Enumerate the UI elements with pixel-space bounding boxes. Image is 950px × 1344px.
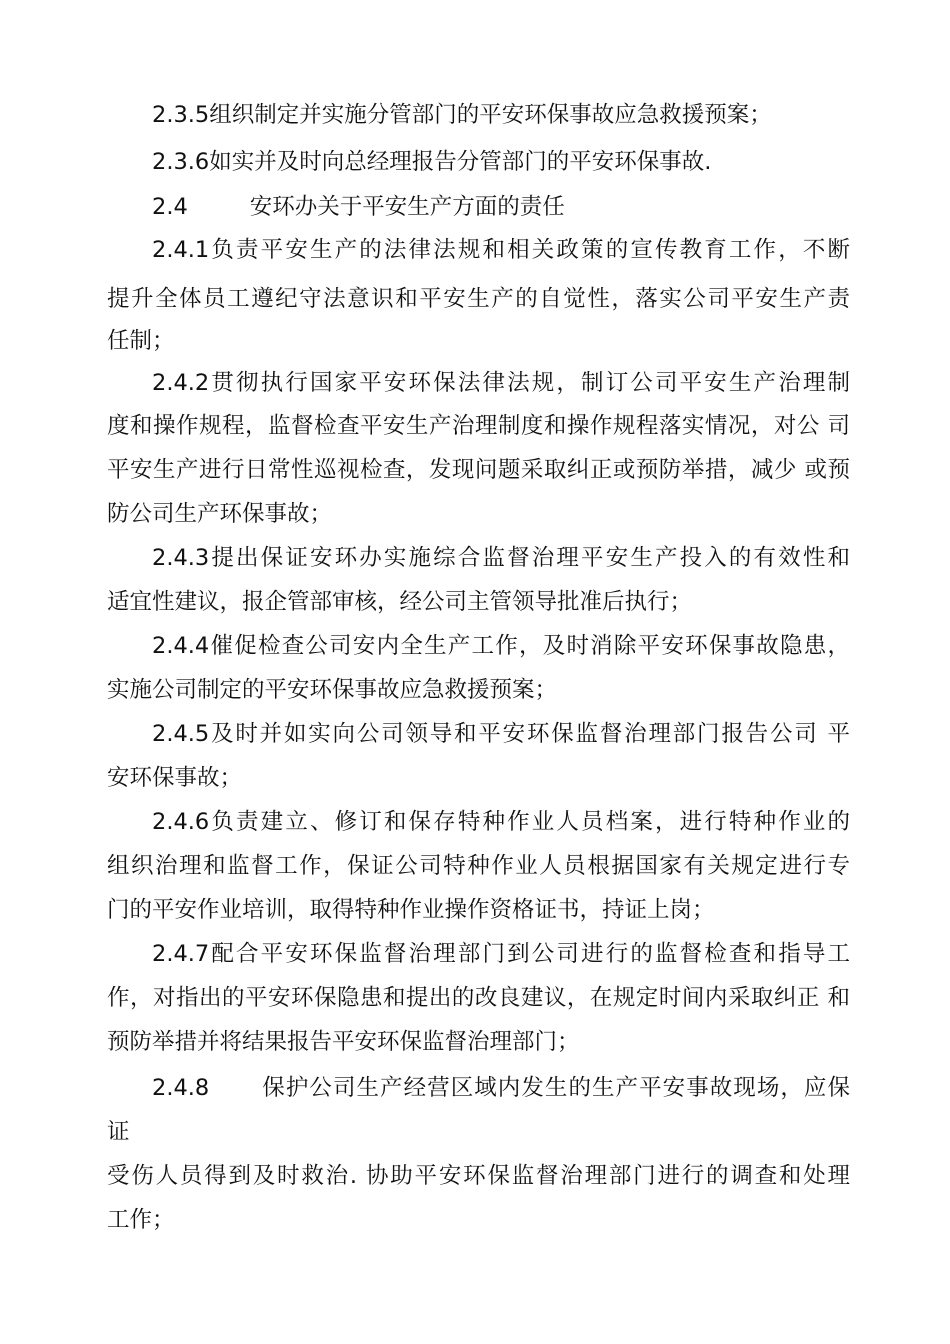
paragraph-line: 适宜性建议，报企管部审核，经公司主管领导批准后执行； bbox=[107, 589, 693, 615]
section-number: 2.4.1 bbox=[152, 237, 210, 263]
paragraph-2-4-6 bbox=[152, 807, 850, 837]
section-heading-2-4 bbox=[152, 192, 565, 222]
paragraph-line: 实施公司制定的平安环保事故应急救援预案； bbox=[107, 677, 558, 703]
paragraph-2-4-1 bbox=[152, 235, 850, 265]
section-number: 2.4.6 bbox=[152, 809, 210, 835]
section-number: 2.4.3 bbox=[152, 545, 210, 571]
paragraph-line: 任制； bbox=[107, 328, 175, 354]
paragraph-text: 负责平安生产的法律法规和相关政策的宣传教育工作，不断 bbox=[209, 237, 850, 263]
paragraph-2-3-5 bbox=[152, 100, 772, 130]
paragraph-line: 提升全体员工遵纪守法意识和平安生产的自觉性，落实公司平安生产责 bbox=[107, 286, 850, 312]
paragraph-2-4-4 bbox=[152, 631, 850, 661]
section-number: 2.4.7 bbox=[152, 941, 210, 967]
section-title: 安环办关于平安生产方面的责任 bbox=[249, 194, 565, 220]
paragraph-text: 保护公司生产经营区域内发生的生产平安事故现场，应保 bbox=[261, 1075, 850, 1101]
section-number: 2.4 bbox=[152, 194, 188, 220]
paragraph-text: 贯彻执行国家平安环保法律法规，制订公司平安生产治理制 bbox=[209, 370, 850, 396]
paragraph-text: 组织制定并实施分管部门的平安环保事故应急救援预案； bbox=[209, 102, 772, 128]
paragraph-text: 提出保证安环办实施综合监督治理平安生产投入的有效性和 bbox=[209, 545, 850, 571]
section-number: 2.3.5 bbox=[152, 102, 210, 128]
paragraph-line: 预防举措并将结果报告平安环保监督治理部门； bbox=[107, 1029, 580, 1055]
paragraph-line: 作，对指出的平安环保隐患和提出的改良建议，在规定时间内采取纠正 和 bbox=[107, 985, 850, 1011]
paragraph-line: 安环保事故； bbox=[107, 765, 243, 791]
paragraph-line: 门的平安作业培训，取得特种作业操作资格证书，持证上岗； bbox=[107, 897, 715, 923]
paragraph-text: 负责建立、修订和保存特种作业人员档案，进行特种作业的 bbox=[209, 809, 850, 835]
section-number: 2.4.4 bbox=[152, 633, 210, 659]
paragraph-2-4-8 bbox=[152, 1073, 850, 1103]
paragraph-line: 受伤人员得到及时救治. 协助平安环保监督治理部门进行的调查和处理 bbox=[107, 1163, 850, 1189]
paragraph-text: 催促检查公司安内全生产工作，及时消除平安环保事故隐患， bbox=[209, 633, 850, 659]
section-number: 2.4.2 bbox=[152, 370, 210, 396]
paragraph-text: 及时并如实向公司领导和平安环保监督治理部门报告公司 平 bbox=[209, 721, 850, 747]
paragraph-line: 度和操作规程，监督检查平安生产治理制度和操作规程落实情况，对公 司 bbox=[107, 413, 850, 439]
section-number: 2.4.8 bbox=[152, 1075, 210, 1101]
paragraph-2-4-5 bbox=[152, 719, 850, 749]
section-number: 2.3.6 bbox=[152, 149, 210, 175]
paragraph-line: 工作； bbox=[107, 1207, 175, 1233]
paragraph-2-4-7 bbox=[152, 939, 850, 969]
paragraph-line: 防公司生产环保事故； bbox=[107, 501, 333, 527]
paragraph-text: 配合平安环保监督治理部门到公司进行的监督检查和指导工 bbox=[209, 941, 850, 967]
section-number: 2.4.5 bbox=[152, 721, 210, 747]
paragraph-line: 证 bbox=[107, 1119, 130, 1145]
paragraph-2-4-3 bbox=[152, 543, 850, 573]
paragraph-text: 如实并及时向总经理报告分管部门的平安环保事故. bbox=[209, 149, 712, 175]
paragraph-line: 平安生产进行日常性巡视检查，发现问题采取纠正或预防举措，减少 或预 bbox=[107, 457, 850, 483]
paragraph-2-3-6 bbox=[152, 147, 711, 177]
paragraph-2-4-2 bbox=[152, 368, 850, 398]
paragraph-line: 组织治理和监督工作，保证公司特种作业人员根据国家有关规定进行专 bbox=[107, 853, 850, 879]
